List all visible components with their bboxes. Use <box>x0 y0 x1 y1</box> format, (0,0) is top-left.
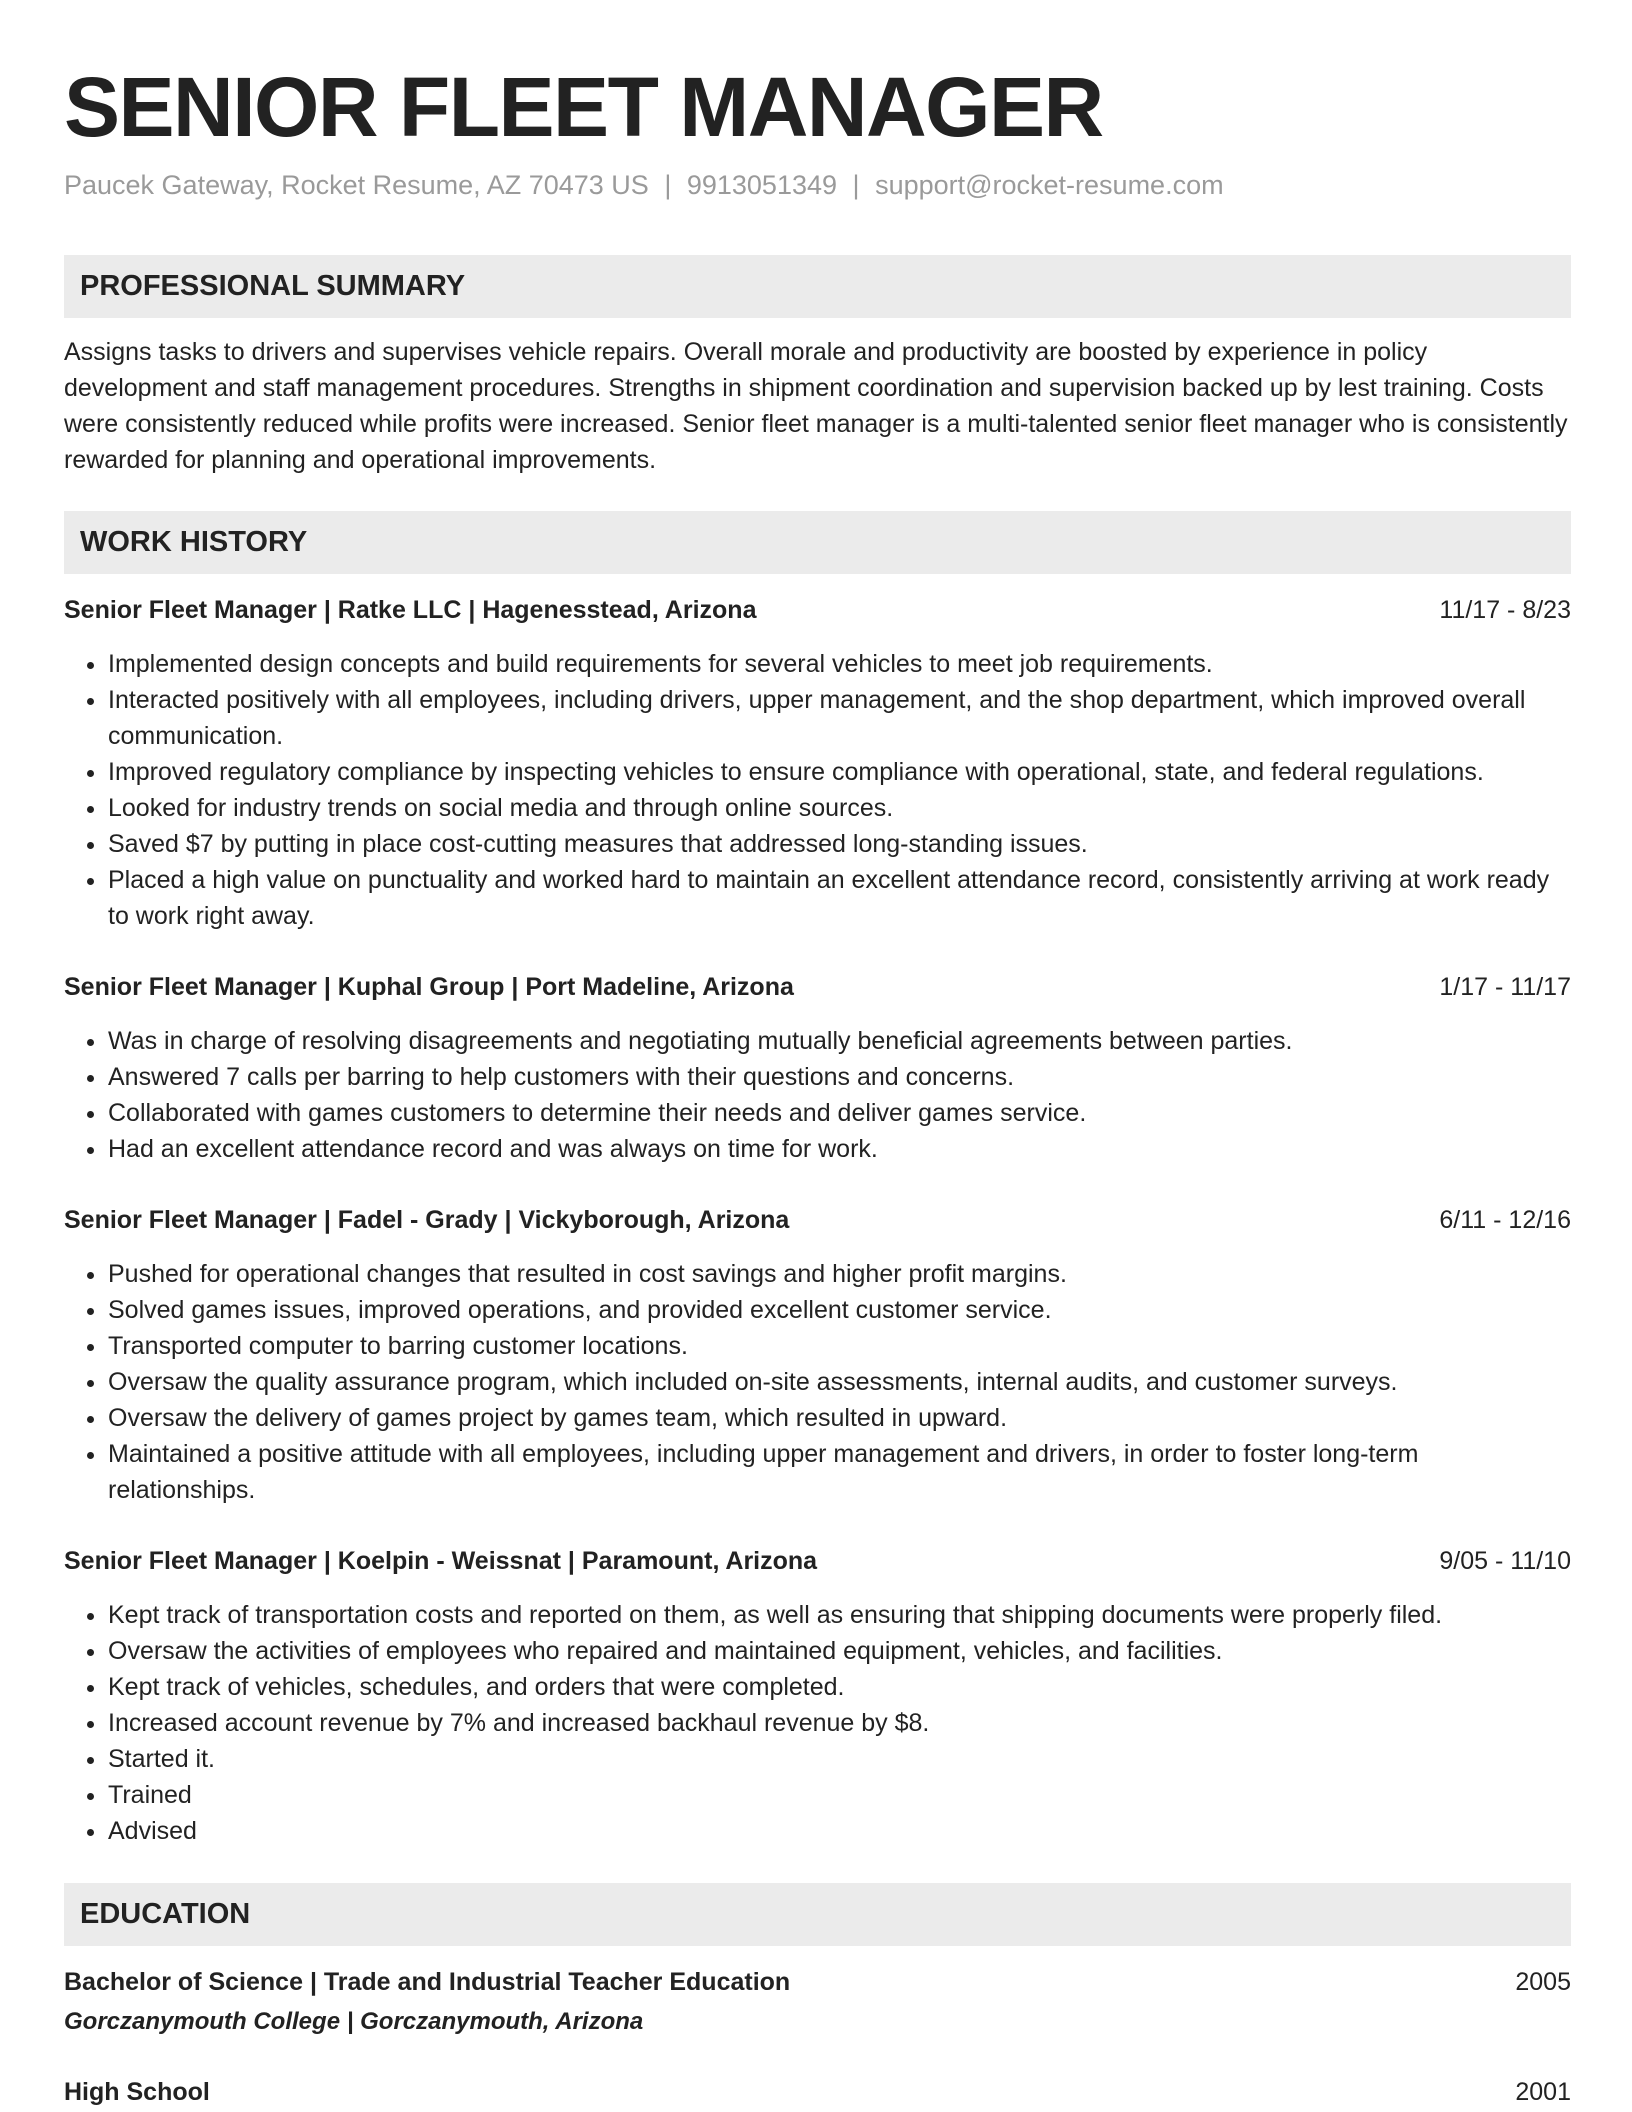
job-heading <box>64 969 1571 1005</box>
separator: | <box>511 973 519 1001</box>
degree-name: Bachelor of Science <box>64 1968 303 1996</box>
separator: | <box>504 1206 512 1234</box>
contact-email: support@rocket-resume.com <box>875 170 1224 200</box>
school-name: Gorczanymouth College <box>64 2008 341 2035</box>
candidate-name: SENIOR FLEET MANAGER <box>64 60 1103 154</box>
job-heading <box>64 1543 1571 1579</box>
degree-field: Trade and Industrial Teacher Education <box>323 1968 791 1996</box>
job-bullets <box>64 646 1571 934</box>
job-title <box>64 969 794 1005</box>
job-dates: 1/17 - 11/17 <box>1439 973 1571 1001</box>
education-year: 2005 <box>1515 1968 1571 1996</box>
job-entry <box>64 1543 1571 1849</box>
separator: | <box>323 1206 331 1234</box>
bullet-item: • Oversaw the quality assurance program, which included on-site assessments, internal audits, and customer surveys. <box>108 1364 1571 1400</box>
contact-line <box>64 167 1571 203</box>
separator: | <box>468 596 476 624</box>
education-degree <box>64 1964 790 2000</box>
job-dates: 11/17 - 8/23 <box>1439 596 1571 624</box>
education-school <box>64 2004 1571 2040</box>
bullet-item: • Kept track of transportation costs and reported on them, as well as ensuring that shipping documents were properly filed. <box>108 1597 1571 1633</box>
job-role: Senior Fleet Manager <box>64 596 317 624</box>
job-title <box>64 592 756 628</box>
job-role: Senior Fleet Manager <box>64 973 317 1001</box>
job-entry <box>64 592 1571 934</box>
education-entry <box>64 1964 1571 2040</box>
bullet-item: • Implemented design concepts and build requirements for several vehicles to meet job requirements. <box>108 646 1571 682</box>
job-location: Vickyborough, Arizona <box>518 1206 790 1234</box>
summary-text: Assigns tasks to drivers and supervises vehicle repairs. Overall morale and productivity are boosted by experience in policy development and staff management procedures. Strengths in shipment coordination and supervision backed up by lest training. Costs were consistently reduced while profits were increased. Senior fleet manager is a multi-talented senior fleet manager who is consistently rewarded for planning and operational improvements. <box>64 338 1568 474</box>
section-header-work-history: WORK HISTORY <box>64 511 1571 574</box>
bullet-item: • Trained <box>108 1777 1571 1813</box>
school-location: Gorczanymouth, Arizona <box>360 2008 644 2035</box>
bullet-item: • Had an excellent attendance record and was always on time for work. <box>108 1131 1571 1167</box>
contact-address: Paucek Gateway, Rocket Resume, AZ 70473 US <box>64 170 649 200</box>
bullet-item: • Answered 7 calls per barring to help customers with their questions and concerns. <box>108 1059 1571 1095</box>
job-bullets <box>64 1597 1571 1849</box>
section-header-summary: PROFESSIONAL SUMMARY <box>64 255 1571 318</box>
separator: | <box>309 1968 317 1996</box>
education-entry <box>64 2074 1571 2110</box>
bullet-item: • Placed a high value on punctuality and worked hard to maintain an excellent attendance record, consistently arriving at work ready to work right away. <box>108 862 1571 934</box>
job-company: Ratke LLC <box>337 596 462 624</box>
job-role: Senior Fleet Manager <box>64 1547 317 1575</box>
job-title <box>64 1202 789 1238</box>
separator: | <box>323 1547 331 1575</box>
section-header-education: EDUCATION <box>64 1883 1571 1946</box>
job-entry <box>64 969 1571 1167</box>
bullet-item: • Collaborated with games customers to determine their needs and deliver games service. <box>108 1095 1571 1131</box>
job-company: Koelpin - Weissnat <box>337 1547 561 1575</box>
job-role: Senior Fleet Manager <box>64 1206 317 1234</box>
job-title <box>64 1543 817 1579</box>
job-location: Paramount, Arizona <box>581 1547 818 1575</box>
separator: | <box>852 170 860 200</box>
education-heading <box>64 2074 1571 2110</box>
bullet-item: • Oversaw the activities of employees who repaired and maintained equipment, vehicles, and facilities. <box>108 1633 1571 1669</box>
job-heading <box>64 1202 1571 1238</box>
bullet-item: • Increased account revenue by 7% and increased backhaul revenue by $8. <box>108 1705 1571 1741</box>
job-company: Fadel - Grady <box>337 1206 498 1234</box>
bullet-item: • Looked for industry trends on social media and through online sources. <box>108 790 1571 826</box>
bullet-item: • Started it. <box>108 1741 1571 1777</box>
job-location: Hagenesstead, Arizona <box>482 596 757 624</box>
education-degree <box>64 2074 210 2110</box>
contact-phone: 9913051349 <box>686 170 838 200</box>
job-dates: 9/05 - 11/10 <box>1439 1547 1571 1575</box>
separator: | <box>346 2008 354 2035</box>
degree-name: High School <box>64 2078 210 2106</box>
bullet-item: • Improved regulatory compliance by inspecting vehicles to ensure compliance with operational, state, and federal regulations. <box>108 754 1571 790</box>
job-bullets <box>64 1256 1571 1508</box>
bullet-item: • Was in charge of resolving disagreements and negotiating mutually beneficial agreements between parties. <box>108 1023 1571 1059</box>
job-bullets <box>64 1023 1571 1167</box>
bullet-item: • Transported computer to barring customer locations. <box>108 1328 1571 1364</box>
bullet-item: • Saved $7 by putting in place cost-cutting measures that addressed long-standing issues. <box>108 826 1571 862</box>
bullet-item: • Maintained a positive attitude with all employees, including upper management and drivers, in order to foster long-term relationships. <box>108 1436 1571 1508</box>
education-year: 2001 <box>1515 2078 1571 2106</box>
education-heading <box>64 1964 1571 2000</box>
bullet-item: • Interacted positively with all employees, including drivers, upper management, and the shop department, which improved overall communication. <box>108 682 1571 754</box>
job-heading <box>64 592 1571 628</box>
bullet-item: • Pushed for operational changes that resulted in cost savings and higher profit margins. <box>108 1256 1571 1292</box>
job-dates: 6/11 - 12/16 <box>1439 1206 1571 1234</box>
bullet-item: • Solved games issues, improved operations, and provided excellent customer service. <box>108 1292 1571 1328</box>
separator: | <box>567 1547 575 1575</box>
job-company: Kuphal Group <box>337 973 505 1001</box>
separator: | <box>323 596 331 624</box>
separator: | <box>664 170 672 200</box>
separator: | <box>323 973 331 1001</box>
bullet-item: • Kept track of vehicles, schedules, and orders that were completed. <box>108 1669 1571 1705</box>
job-location: Port Madeline, Arizona <box>525 973 794 1001</box>
job-entry <box>64 1202 1571 1508</box>
bullet-item: • Advised <box>108 1813 1571 1849</box>
bullet-item: • Oversaw the delivery of games project by games team, which resulted in upward. <box>108 1400 1571 1436</box>
